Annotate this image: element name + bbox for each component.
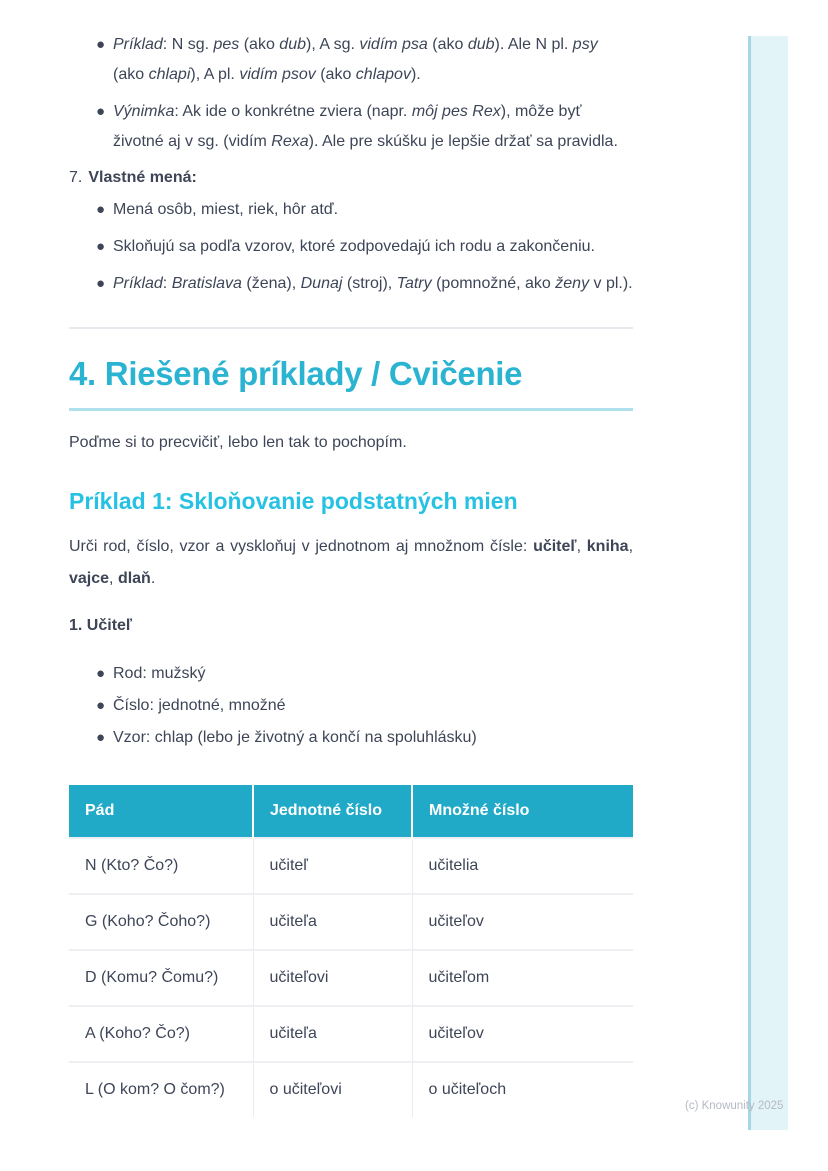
subitem-title: 1. Učiteľ — [69, 617, 133, 634]
table-cell: L (O kom? O čom?) — [69, 1062, 253, 1117]
list-item — [69, 723, 633, 753]
table-cell: učiteľov — [412, 894, 633, 950]
table-cell: učiteľ — [253, 838, 412, 894]
list-item-text: Mená osôb, miest, riek, hôr atď. — [113, 201, 339, 218]
list-item-text: Výnimka: Ak ide o konkrétne zviera (napr. môj pes Rex), môže byť životné aj v sg. (vidím Rexa). Ale pre skúšku je lepšie držať sa pravidla. — [113, 103, 618, 150]
page-content — [69, 30, 633, 1117]
table-cell: učiteľom — [412, 950, 633, 1006]
list-item — [69, 691, 633, 721]
list-item-text: Príklad: Bratislava (žena), Dunaj (stroj), Tatry (pomnožné, ako ženy v pl.). — [113, 275, 633, 292]
declension-table — [69, 785, 633, 1117]
bullet-icon: ● — [96, 665, 106, 682]
table-cell: učiteľov — [412, 1006, 633, 1062]
properties-list — [69, 659, 633, 753]
grammar-notes-list — [69, 30, 633, 157]
bullet-icon: ● — [96, 201, 106, 218]
bullet-icon: ● — [96, 729, 106, 746]
table-cell: D (Komu? Čomu?) — [69, 950, 253, 1006]
table-row — [69, 1062, 633, 1117]
table-row — [69, 950, 633, 1006]
bullet-icon: ● — [96, 275, 106, 292]
table-cell: N (Kto? Čo?) — [69, 838, 253, 894]
table-cell: učiteľa — [253, 894, 412, 950]
bullet-icon: ● — [96, 697, 106, 714]
section-heading: 4. Riešené príklady / Cvičenie — [69, 355, 633, 411]
table-cell: učitelia — [412, 838, 633, 894]
item-7-sublist — [69, 195, 633, 299]
list-item-text: Rod: mužský — [113, 665, 206, 682]
numbered-item-7 — [69, 163, 633, 193]
table-cell: učiteľa — [253, 1006, 412, 1062]
list-item-text: Príklad: N sg. pes (ako dub), A sg. vidím psa (ako dub). Ale N pl. psy (ako chlapi), A pl. vidím psov (ako chlapov). — [113, 36, 598, 83]
table-cell: učiteľovi — [253, 950, 412, 1006]
list-item — [69, 195, 633, 225]
list-item — [69, 232, 633, 262]
page-margin-bar — [748, 36, 788, 1130]
list-item-text: Vzor: chlap (lebo je životný a končí na spoluhlásku) — [113, 729, 477, 746]
list-item-text: Skloňujú sa podľa vzorov, ktoré zodpovedajú ich rodu a zakončeniu. — [113, 238, 595, 255]
table-header-cell: Jednotné číslo — [253, 785, 412, 838]
list-item — [69, 659, 633, 689]
table-cell: G (Koho? Čoho?) — [69, 894, 253, 950]
table-row — [69, 838, 633, 894]
intro-paragraph: Poďme si to precvičiť, lebo len tak to pochopím. — [69, 434, 407, 451]
item-number: 7. — [69, 169, 83, 186]
section-divider — [69, 327, 633, 329]
table-header-cell: Množné číslo — [412, 785, 633, 838]
list-item — [69, 30, 633, 90]
table-row — [69, 1006, 633, 1062]
table-cell: o učiteľovi — [253, 1062, 412, 1117]
item-title: Vlastné mená: — [88, 169, 197, 186]
list-item — [69, 97, 633, 157]
bullet-icon: ● — [96, 238, 106, 255]
bullet-icon: ● — [96, 103, 106, 120]
copyright-watermark: (c) Knowunity 2025 — [685, 1100, 784, 1112]
table-cell: o učiteľoch — [412, 1062, 633, 1117]
example-1-heading: Príklad 1: Skloňovanie podstatných mien — [69, 488, 518, 514]
list-item — [69, 269, 633, 299]
table-header-cell: Pád — [69, 785, 253, 838]
table-row — [69, 894, 633, 950]
table-cell: A (Koho? Čo?) — [69, 1006, 253, 1062]
list-item-text: Číslo: jednotné, množné — [113, 697, 286, 714]
task-paragraph: Urči rod, číslo, vzor a vyskloňuj v jednotnom aj množnom čísle: učiteľ, kniha, vajce, dlaň. — [69, 538, 634, 587]
table-header-row — [69, 785, 633, 838]
bullet-icon: ● — [96, 36, 106, 53]
